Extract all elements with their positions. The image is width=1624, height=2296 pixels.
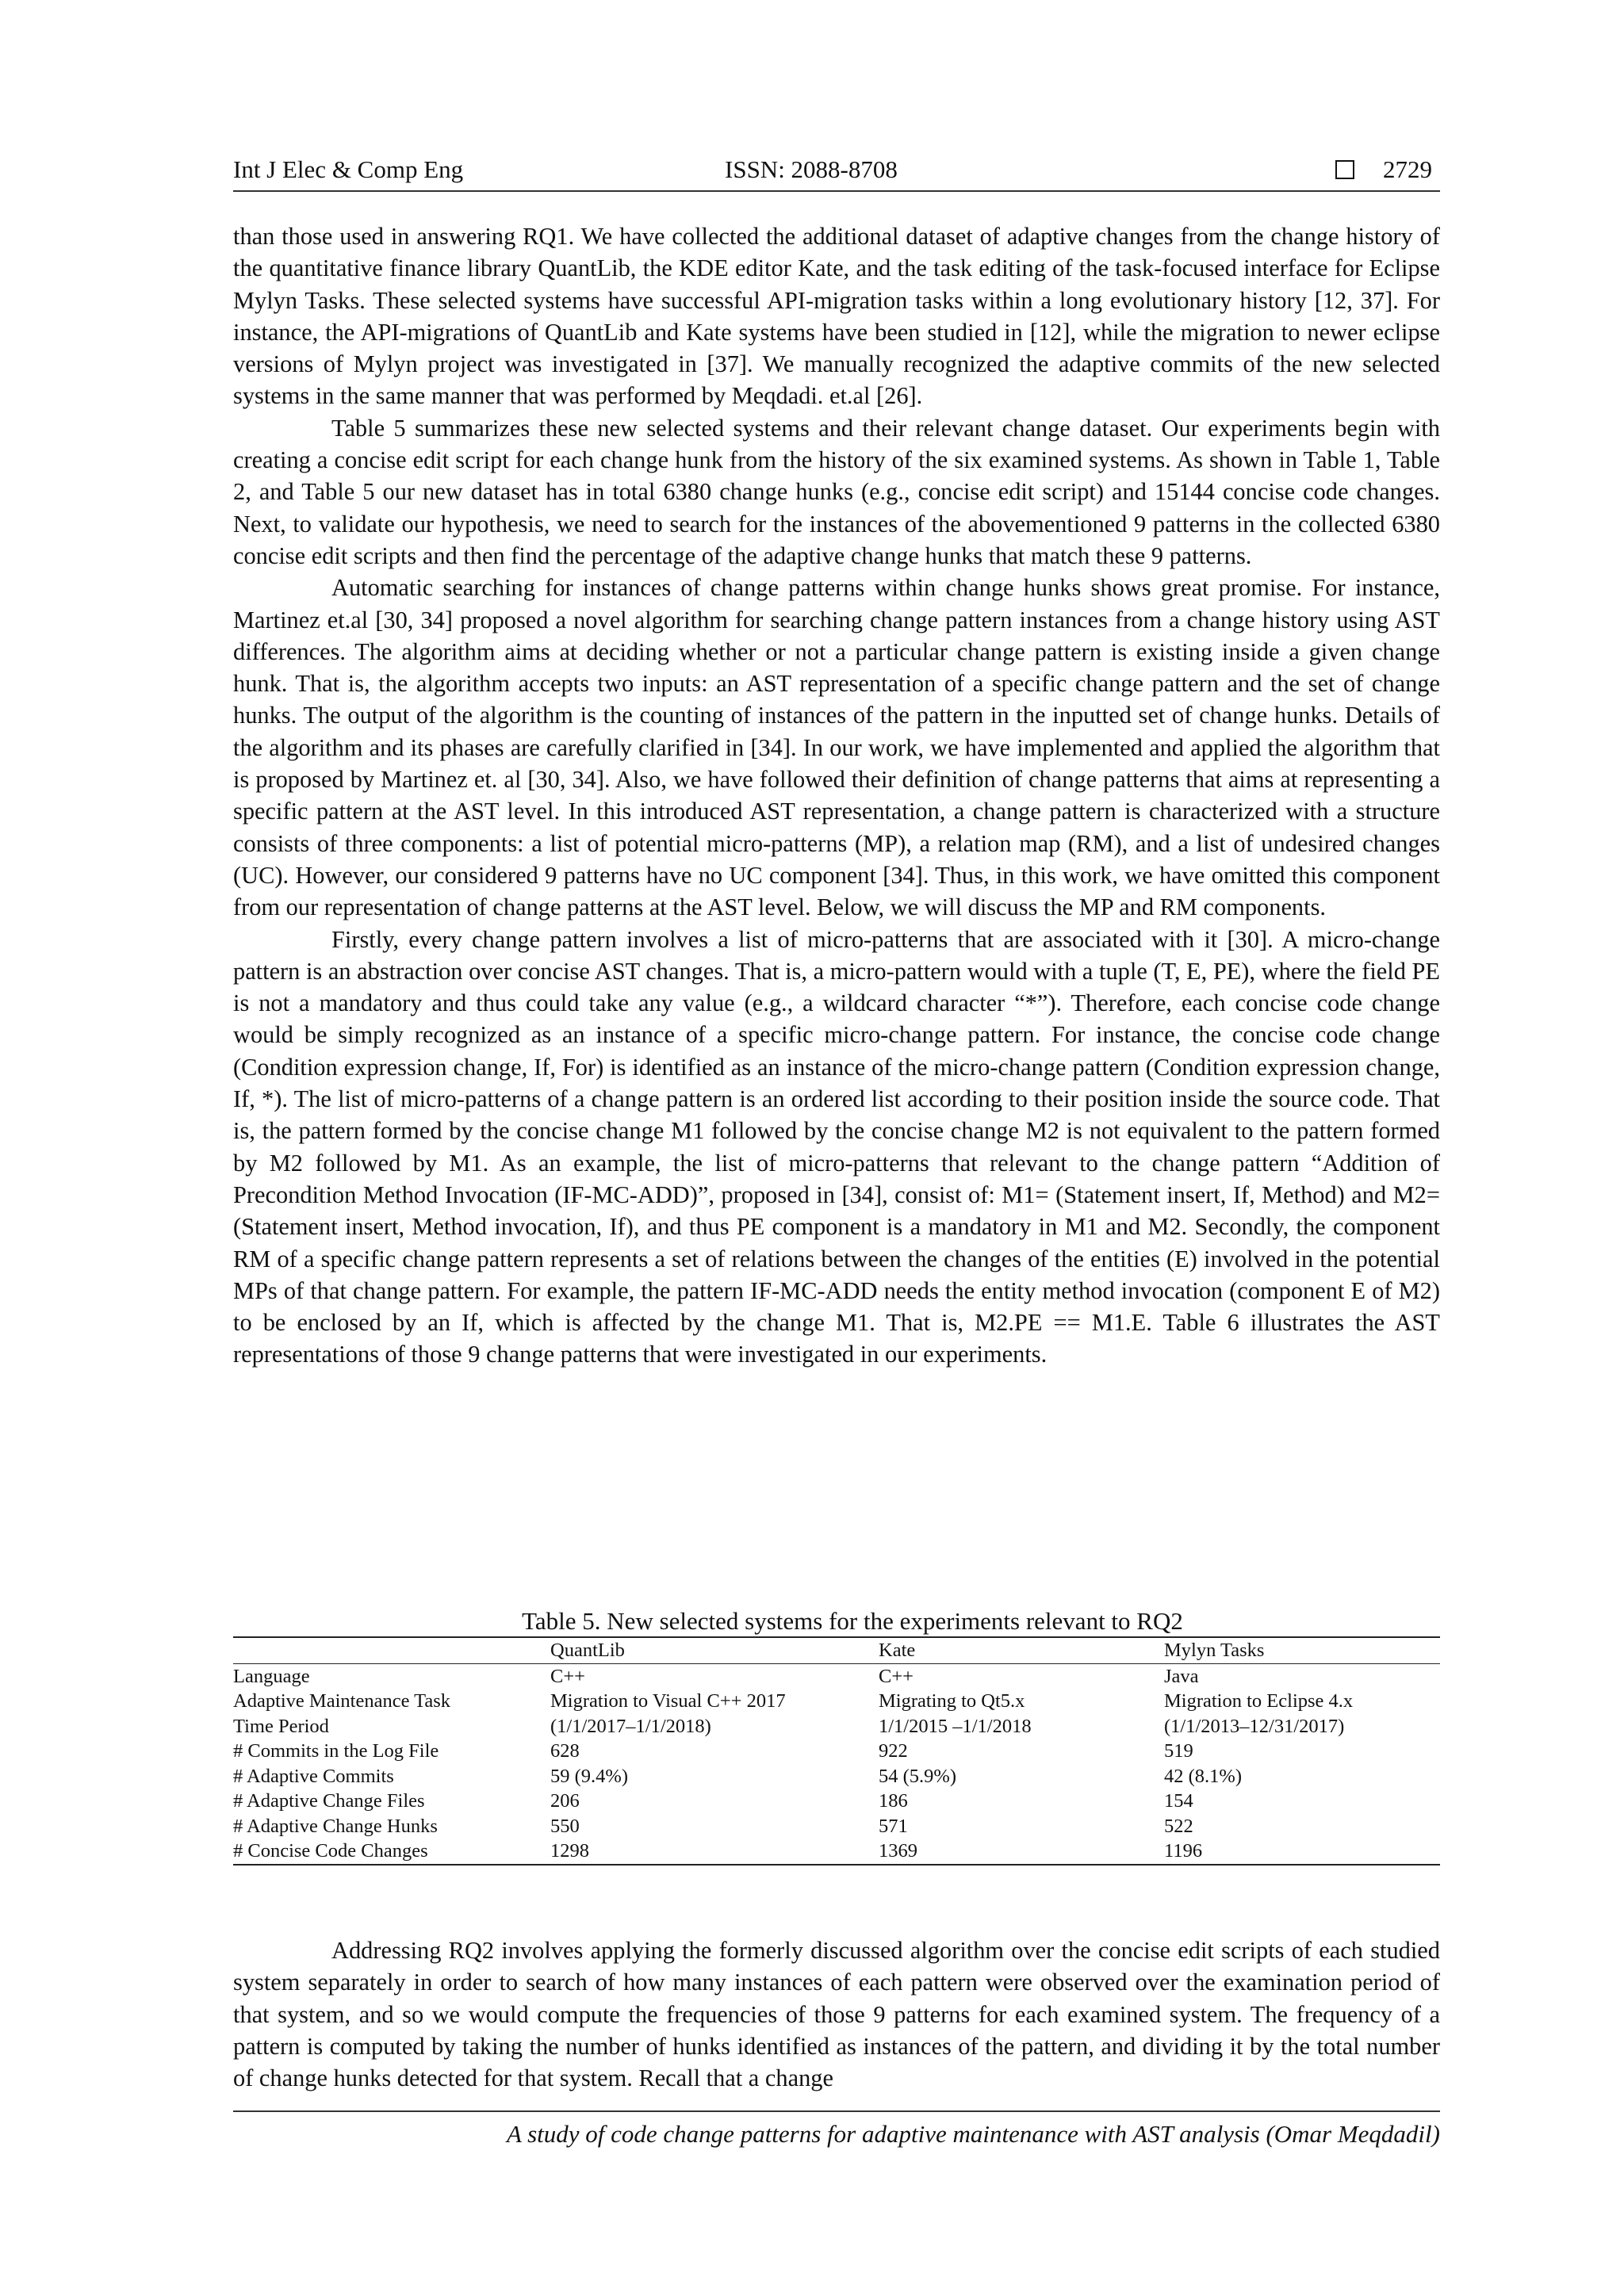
footer-divider bbox=[233, 2110, 1440, 2112]
cell: # Commits in the Log File bbox=[233, 1740, 439, 1762]
table-row bbox=[233, 1789, 1440, 1814]
cell: (1/1/2017–1/1/2018) bbox=[550, 1715, 711, 1737]
page-header bbox=[233, 155, 1440, 192]
cell: 922 bbox=[879, 1740, 908, 1762]
cell: 1196 bbox=[1164, 1840, 1203, 1862]
cell: Adaptive Maintenance Task bbox=[233, 1690, 451, 1712]
cell: 59 (9.4%) bbox=[550, 1765, 628, 1787]
table-row bbox=[233, 1814, 1440, 1839]
cell: 154 bbox=[1164, 1790, 1193, 1812]
cell: (1/1/2013–12/31/2017) bbox=[1164, 1715, 1345, 1737]
cell: 206 bbox=[550, 1790, 580, 1812]
table-row bbox=[233, 1764, 1440, 1789]
cell: Migrating to Qt5.x bbox=[879, 1690, 1025, 1712]
table-row bbox=[233, 1739, 1440, 1764]
cell: 54 (5.9%) bbox=[879, 1765, 956, 1787]
cell: # Adaptive Change Hunks bbox=[233, 1815, 438, 1837]
cell: 628 bbox=[550, 1740, 580, 1762]
cell: Language bbox=[233, 1665, 310, 1687]
cell: Java bbox=[1164, 1665, 1199, 1687]
paragraph: than those used in answering RQ1. We have collected the additional dataset of adaptive changes from the change history of the quantitative finance library QuantLib, the KDE editor Kate, and the task editing of the task-focused interface for Eclipse Mylyn Tasks. These selected systems have successful API-migration tasks within a long evolutionary history [12, 37]. For instance, the API-migrations of QuantLib and Kate systems have been studied in [12], while the migration to newer eclipse versions of Mylyn project was investigated in [37]. We manually recognized the adaptive commits of the new selected systems in the same manner that was performed by Meqdadi. et.al [26]. bbox=[233, 223, 1440, 410]
cell: 42 (8.1%) bbox=[1164, 1765, 1242, 1787]
checkbox-square-icon bbox=[1335, 160, 1354, 179]
cell: Migration to Eclipse 4.x bbox=[1164, 1690, 1354, 1712]
paragraph: Addressing RQ2 involves applying the formerly discussed algorithm over the concise edit scripts of each studied system separately in order to search of how many instances of each pattern were observed over the examination period of that system, and so we would compute the frequencies of those 9 patterns for each examined system. The frequency of a pattern is computed by taking the number of hunks identified as instances of the pattern, and dividing it by the total number of change hunks detected for that system. Recall that a change bbox=[233, 1937, 1440, 2092]
table-5 bbox=[233, 1606, 1440, 1866]
systems-table bbox=[233, 1636, 1440, 1866]
cell: 1/1/2015 –1/1/2018 bbox=[879, 1715, 1032, 1737]
cell: Migration to Visual C++ 2017 bbox=[550, 1690, 786, 1712]
header-cell: QuantLib bbox=[550, 1637, 879, 1663]
cell: # Concise Code Changes bbox=[233, 1840, 428, 1862]
table-header-row bbox=[233, 1637, 1440, 1663]
table-caption: Table 5. New selected systems for the experiments relevant to RQ2 bbox=[522, 1607, 1183, 1635]
cell: C++ bbox=[879, 1665, 914, 1687]
body-text bbox=[233, 220, 1440, 1371]
cell: C++ bbox=[550, 1665, 585, 1687]
paragraph: Firstly, every change pattern involves a list of micro-patterns that are associated with it [30]. A micro-change pattern is an abstraction over concise AST changes. That is, a micro-pattern would with a tuple (T, E, PE), where the field PE is not a mandatory and thus could take any value (e.g., a wildcard character “*”). Therefore, each concise code change would be simply recognized as an instance of a specific micro-change pattern. For instance, the concise code change (Condition expression change, If, For) is identified as an instance of the micro-change pattern (Condition expression change, If, *). The list of micro-patterns of a change pattern is an ordered list according to their position inside the source code. That is, the pattern formed by the concise change M1 followed by the concise change M2 is not equivalent to the pattern formed by M2 followed by M1. As an example, the list of micro-patterns that relevant to the change pattern “Addition of Precondition Method Invocation (IF-MC-ADD)”, proposed in [34], consist of: M1= (Statement insert, If, Method) and M2= (Statement insert, Method invocation, If), and thus PE component is a mandatory in M1 and M2. Secondly, the component RM of a specific change pattern represents a set of relations between the changes of the entities (E) involved in the potential MPs of that change pattern. For example, the pattern IF-MC-ADD needs the entity method invocation (component E of M2) to be enclosed by an If, which is affected by the change M1. That is, M2.PE == M1.E. Table 6 illustrates the AST representations of those 9 change patterns that were investigated in our experiments. bbox=[233, 925, 1440, 1368]
body-text-continued bbox=[233, 1934, 1440, 2094]
header-cell: Mylyn Tasks bbox=[1164, 1637, 1440, 1663]
table-row bbox=[233, 1839, 1440, 1865]
page-footer: A study of code change patterns for adaptive maintenance with AST analysis (Omar Meqdadil) bbox=[506, 2120, 1440, 2148]
page-number: 2729 bbox=[1383, 155, 1432, 183]
cell: 1298 bbox=[550, 1840, 589, 1862]
cell: # Adaptive Commits bbox=[233, 1765, 394, 1787]
cell: 571 bbox=[879, 1815, 908, 1837]
paragraph: Automatic searching for instances of change patterns within change hunks shows great promise. For instance, Martinez et.al [30, 34] proposed a novel algorithm for searching change pattern instances from a change history using AST differences. The algorithm aims at deciding whether or not a particular change pattern is existing inside a given change hunk. That is, the algorithm accepts two inputs: an AST representation of a specific change pattern and the set of change hunks. The output of the algorithm is the counting of instances of the pattern in the inputted set of change hunks. Details of the algorithm and its phases are carefully clarified in [34]. In our work, we have implemented and applied the algorithm that is proposed by Martinez et. al [30, 34]. Also, we have followed their definition of change patterns that aims at representing a specific pattern at the AST level. In this introduced AST representation, a change pattern is characterized with a structure consists of three components: a list of potential micro-patterns (MP), a relation map (RM), and a list of undesired changes (UC). However, our considered 9 patterns have no UC component [34]. Thus, in this work, we have omitted this component from our representation of change patterns at the AST level. Below, we will discuss the MP and RM components. bbox=[233, 574, 1440, 921]
cell: Time Period bbox=[233, 1715, 329, 1737]
journal-name: Int J Elec & Comp Eng bbox=[233, 155, 464, 183]
paragraph: Table 5 summarizes these new selected systems and their relevant change dataset. Our experiments begin with creating a concise edit script for each change hunk from the history of the six examined systems. As shown in Table 1, Table 2, and Table 5 our new dataset has in total 6380 change hunks (e.g., concise edit script) and 15144 concise code changes. Next, to validate our hypothesis, we need to search for the instances of the abovementioned 9 patterns in the collected 6380 concise edit scripts and then find the percentage of the adaptive change hunks that match these 9 patterns. bbox=[233, 414, 1440, 569]
cell: 519 bbox=[1164, 1740, 1193, 1762]
header-cell: Kate bbox=[879, 1637, 1164, 1663]
cell: 186 bbox=[879, 1790, 908, 1812]
cell: 1369 bbox=[879, 1840, 917, 1862]
cell: 522 bbox=[1164, 1815, 1193, 1837]
table-row bbox=[233, 1689, 1440, 1714]
table-row bbox=[233, 1663, 1440, 1689]
issn: ISSN: 2088-8708 bbox=[725, 155, 898, 183]
cell: # Adaptive Change Files bbox=[233, 1790, 425, 1812]
cell: 550 bbox=[550, 1815, 580, 1837]
header-cell bbox=[233, 1637, 550, 1663]
table-row bbox=[233, 1714, 1440, 1739]
